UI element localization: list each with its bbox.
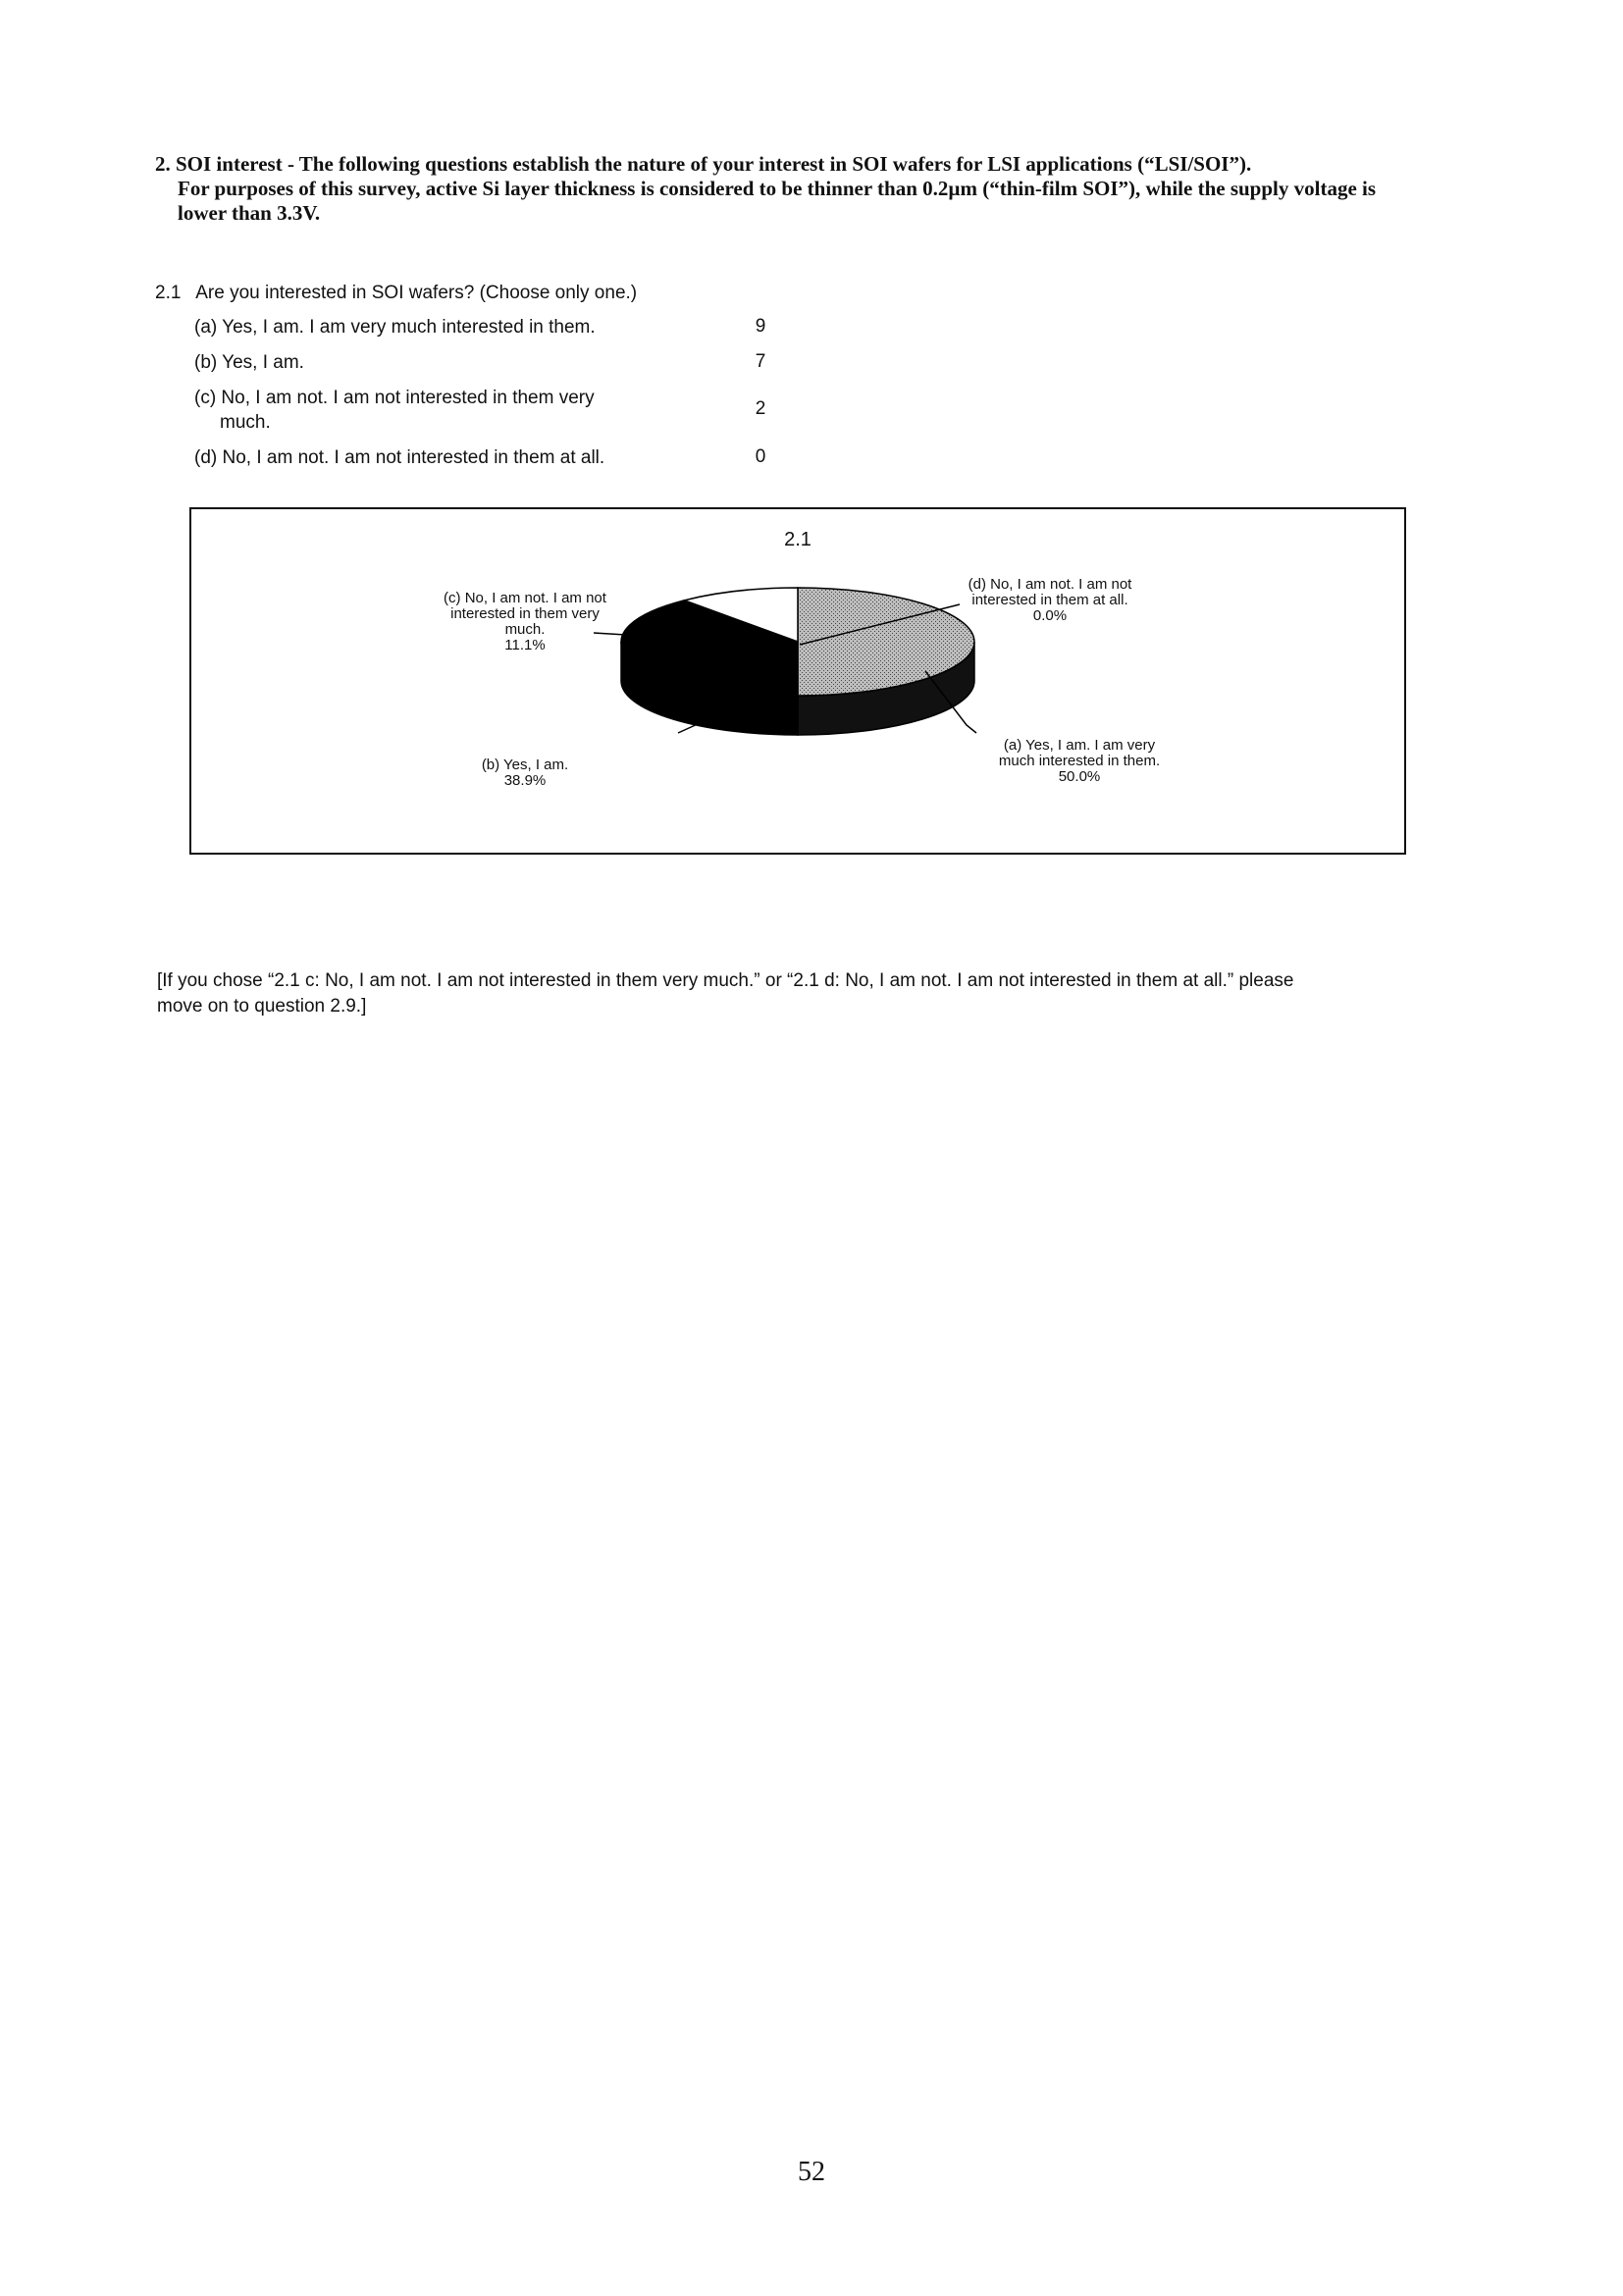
- chart-frame: [189, 507, 1406, 855]
- instruction-line-1: [If you chose “2.1 c: No, I am not. I am not interested in them very much.” or “2.1 d: No, I am not. I am not interested in them at all.” please: [157, 970, 1294, 991]
- chart-title: 2.1: [784, 529, 812, 550]
- data-label-pct-2: 11.1%: [504, 637, 546, 653]
- pie-chart: [191, 509, 1404, 853]
- question-2-1: [155, 283, 637, 304]
- data-label-0: (a) Yes, I am. I am very: [1003, 737, 1156, 754]
- data-label-3: (d) No, I am not. I am not: [968, 576, 1132, 593]
- data-label-pct-1: 38.9%: [503, 772, 547, 789]
- data-label-1: (b) Yes, I am.: [481, 757, 569, 773]
- option-a-label: (a) Yes, I am. I am very much interested in them.: [194, 317, 596, 338]
- data-label-2: interested in them very: [450, 605, 600, 622]
- option-d-count: 0: [755, 446, 766, 467]
- data-label-pct-0: 50.0%: [1058, 768, 1101, 785]
- section-heading: [155, 152, 1490, 226]
- data-label-3: interested in them at all.: [971, 592, 1128, 608]
- data-label-2: much.: [504, 621, 546, 638]
- data-label-2: (c) No, I am not. I am not: [444, 590, 606, 606]
- option-d-label: (d) No, I am not. I am not interested in them at all.: [194, 447, 605, 468]
- option-b-label: (b) Yes, I am.: [194, 352, 304, 373]
- option-c-label-line-2: much.: [220, 412, 271, 433]
- page-number: 52: [798, 2157, 825, 2187]
- instruction-line-2: move on to question 2.9.]: [157, 996, 367, 1017]
- question-text: Are you interested in SOI wafers? (Choose only one.): [195, 283, 638, 303]
- option-a-count: 9: [755, 316, 766, 337]
- option-b-count: 7: [755, 351, 766, 372]
- section-heading-line-1: 2. SOI interest - The following questions establish the nature of your interest in SOI wafers for LSI applications (“LSI/SOI”).: [155, 152, 1252, 176]
- section-heading-line-2: For purposes of this survey, active Si layer thickness is considered to be thinner than 0.2µm (“thin-film SOI”), while the supply voltage is: [178, 177, 1377, 200]
- data-label-0: much interested in them.: [998, 753, 1161, 769]
- option-c-label-line-1: (c) No, I am not. I am not interested in them very: [194, 388, 595, 408]
- option-c-count: 2: [755, 398, 766, 419]
- question-number: 2.1: [155, 283, 182, 303]
- section-heading-line-3: lower than 3.3V.: [178, 201, 321, 225]
- data-label-pct-3: 0.0%: [1032, 607, 1068, 624]
- instruction-note: [157, 968, 1521, 1019]
